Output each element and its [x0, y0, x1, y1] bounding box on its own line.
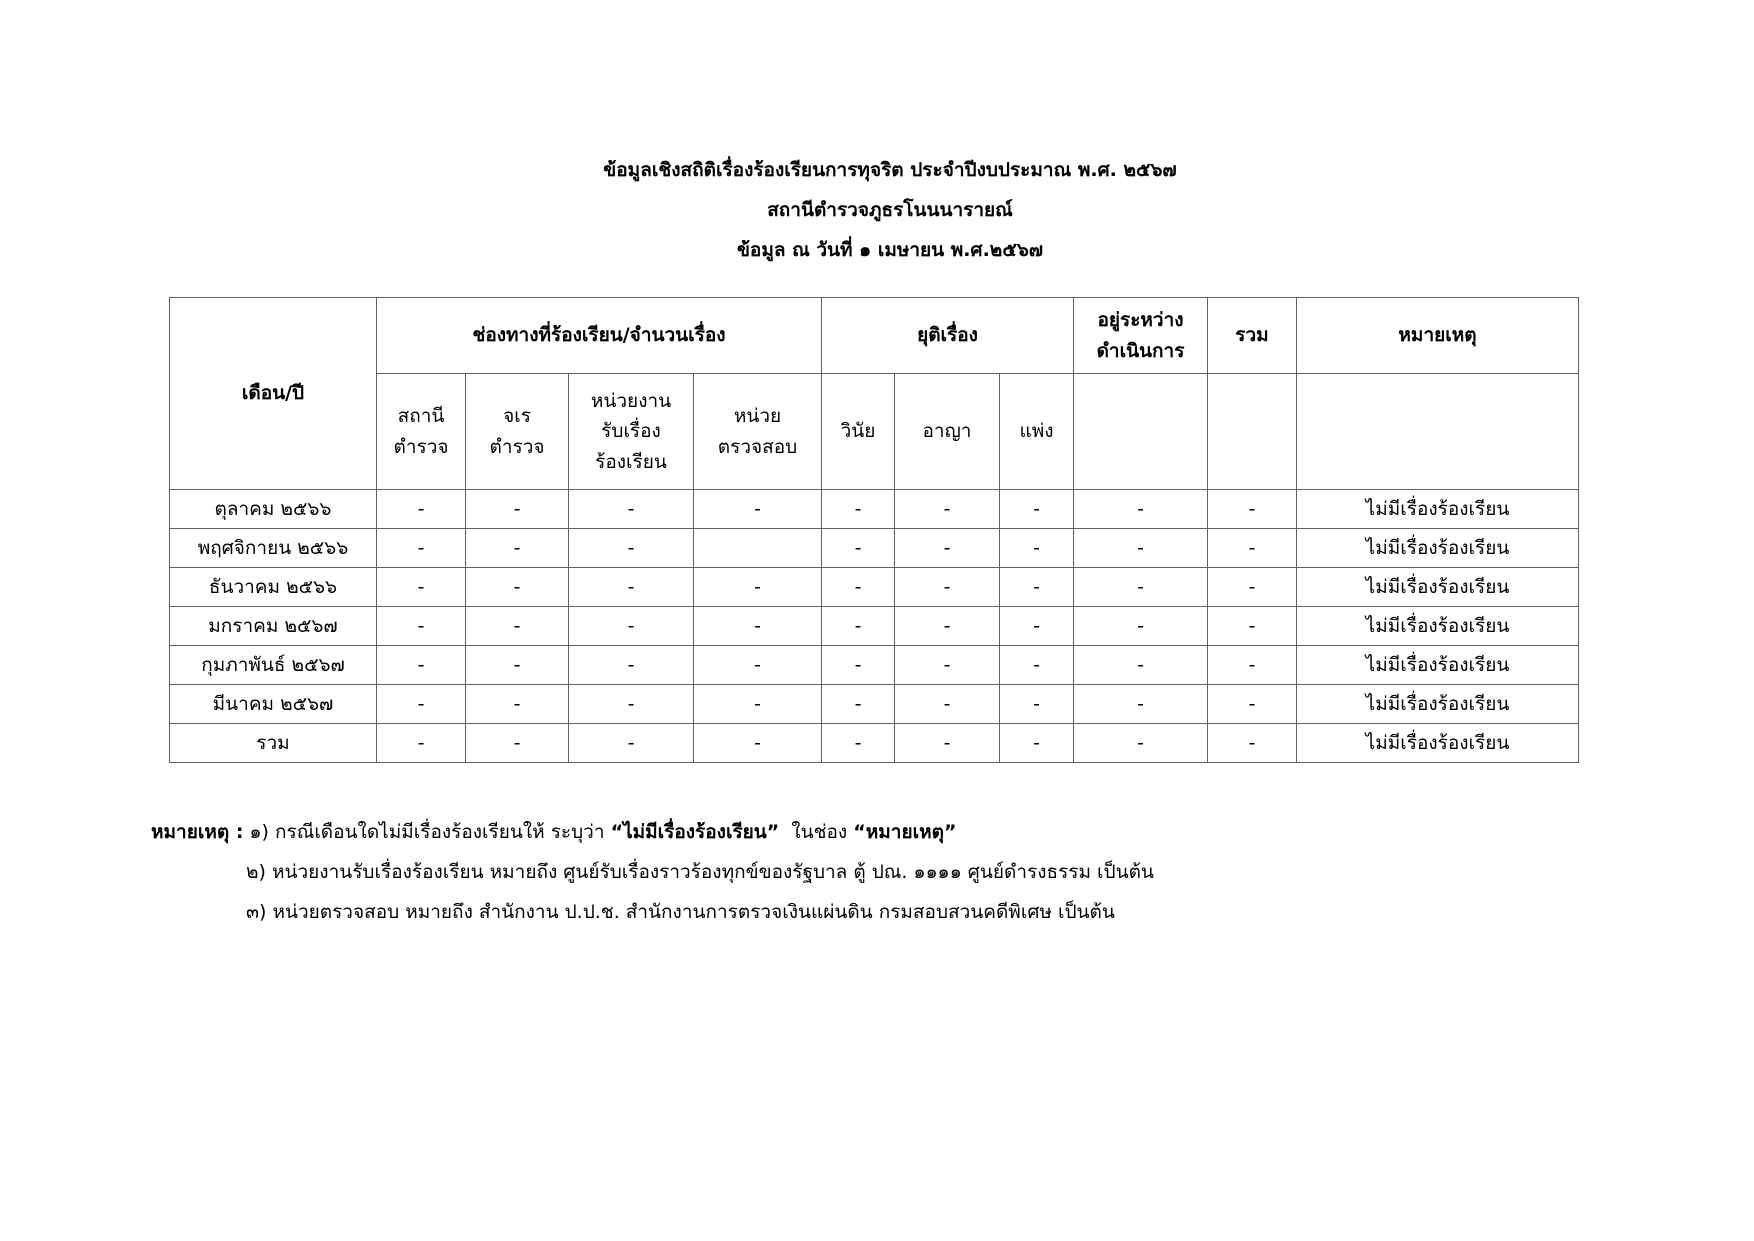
header-receiving-unit-line1: หน่วยงาน	[590, 389, 672, 412]
header-in-progress-line2: ดำเนินการ	[1096, 339, 1185, 362]
police-station-value: -	[377, 490, 466, 529]
notes-label: หมายเหตุ :	[151, 821, 244, 843]
inspection-unit-value: -	[694, 568, 822, 607]
header-discipline: วินัย	[822, 374, 895, 490]
header-inspection-unit	[694, 374, 822, 490]
note-line-2: ๒) หน่วยงานรับเรื่องร้องเรียน หมายถึง ศูนย์รับเรื่องราวร้องทุกข์ของรัฐบาล ตู้ ปณ. ๑๑๑๑ ศูนย์ดำรงธรรม เป็นต้น	[246, 861, 1154, 883]
header-police-station-line1: สถานี	[397, 405, 445, 428]
remark-value: ไม่มีเรื่องร้องเรียน	[1297, 568, 1579, 607]
month-cell: ธันวาคม ๒๕๖๖	[170, 568, 377, 607]
police-station-value: -	[377, 568, 466, 607]
inspection-unit-value: -	[694, 685, 822, 724]
total-value: -	[1208, 646, 1297, 685]
inspection-unit-value	[694, 529, 822, 568]
header-remark-empty	[1297, 374, 1579, 490]
header-in-progress-line1: อยู่ระหว่าง	[1097, 309, 1184, 332]
patrol-value: -	[466, 529, 569, 568]
header-row-1	[170, 298, 1579, 374]
patrol-value: -	[466, 490, 569, 529]
note-1-quote-no-complaint: “ไม่มีเรื่องร้องเรียน”	[610, 821, 780, 843]
discipline-value: -	[822, 529, 895, 568]
table-row	[170, 646, 1579, 685]
header-receiving-unit-line2: รับเรื่อง	[601, 420, 661, 443]
criminal-value: -	[895, 685, 1000, 724]
table-row	[170, 607, 1579, 646]
patrol-value: -	[466, 646, 569, 685]
remark-value: ไม่มีเรื่องร้องเรียน	[1297, 607, 1579, 646]
header-month-year: เดือน/ปี	[170, 298, 377, 490]
criminal-value: -	[895, 646, 1000, 685]
header-criminal: อาญา	[895, 374, 1000, 490]
month-cell: ตุลาคม ๒๕๖๖	[170, 490, 377, 529]
receiving-unit-value: -	[569, 607, 694, 646]
criminal-value: -	[895, 607, 1000, 646]
remark-value: ไม่มีเรื่องร้องเรียน	[1297, 685, 1579, 724]
notes-section	[151, 812, 1154, 932]
total-value: -	[1208, 568, 1297, 607]
remark-total: ไม่มีเรื่องร้องเรียน	[1297, 724, 1579, 763]
total-row	[170, 724, 1579, 763]
header-civil: แพ่ง	[1000, 374, 1074, 490]
in-progress-value: -	[1074, 568, 1208, 607]
total-value: -	[1208, 607, 1297, 646]
header-patrol-line1: จเร	[503, 405, 531, 428]
title-line-2: สถานีตำรวจภูธรโนนนารายณ์	[767, 199, 1013, 221]
in-progress-value: -	[1074, 490, 1208, 529]
total-row-label: รวม	[170, 724, 377, 763]
total-value: -	[1208, 529, 1297, 568]
police-station-value: -	[377, 607, 466, 646]
header-in-progress-empty	[1074, 374, 1208, 490]
total-value: -	[1208, 490, 1297, 529]
header-patrol	[466, 374, 569, 490]
receiving-unit-value: -	[569, 529, 694, 568]
inspection-unit-total: -	[694, 724, 822, 763]
criminal-value: -	[895, 568, 1000, 607]
civil-value: -	[1000, 685, 1074, 724]
civil-value: -	[1000, 529, 1074, 568]
header-police-station	[377, 374, 466, 490]
discipline-value: -	[822, 607, 895, 646]
in-progress-value: -	[1074, 646, 1208, 685]
inspection-unit-value: -	[694, 607, 822, 646]
inspection-unit-value: -	[694, 490, 822, 529]
patrol-value: -	[466, 607, 569, 646]
header-patrol-line2: ตำรวจ	[489, 435, 545, 458]
criminal-value: -	[895, 490, 1000, 529]
discipline-value: -	[822, 568, 895, 607]
civil-value: -	[1000, 607, 1074, 646]
in-progress-total: -	[1074, 724, 1208, 763]
header-police-station-line2: ตำรวจ	[393, 435, 449, 458]
civil-value: -	[1000, 646, 1074, 685]
receiving-unit-total: -	[569, 724, 694, 763]
police-station-value: -	[377, 685, 466, 724]
statistics-table	[169, 297, 1579, 763]
discipline-value: -	[822, 646, 895, 685]
table-row	[170, 490, 1579, 529]
discipline-value: -	[822, 685, 895, 724]
header-inspection-unit-line2: ตรวจสอบ	[717, 435, 798, 458]
remark-value: ไม่มีเรื่องร้องเรียน	[1297, 646, 1579, 685]
receiving-unit-value: -	[569, 646, 694, 685]
table-row	[170, 529, 1579, 568]
criminal-value: -	[895, 529, 1000, 568]
table-row	[170, 685, 1579, 724]
discipline-value: -	[822, 490, 895, 529]
header-total-empty	[1208, 374, 1297, 490]
table-row	[170, 568, 1579, 607]
receiving-unit-value: -	[569, 490, 694, 529]
police-station-value: -	[377, 529, 466, 568]
document-title	[0, 150, 1754, 270]
note-line-3: ๓) หน่วยตรวจสอบ หมายถึง สำนักงาน ป.ป.ช. สำนักงานการตรวจเงินแผ่นดิน กรมสอบสวนคดีพิเศษ เป็นต้น	[246, 901, 1115, 923]
month-cell: มีนาคม ๒๕๖๗	[170, 685, 377, 724]
header-receiving-unit-line3: ร้องเรียน	[595, 450, 667, 473]
grand-total: -	[1208, 724, 1297, 763]
header-terminated: ยุติเรื่อง	[822, 298, 1074, 374]
month-cell: พฤศจิกายน ๒๕๖๖	[170, 529, 377, 568]
remark-value: ไม่มีเรื่องร้องเรียน	[1297, 529, 1579, 568]
month-cell: มกราคม ๒๕๖๗	[170, 607, 377, 646]
total-value: -	[1208, 685, 1297, 724]
criminal-total: -	[895, 724, 1000, 763]
month-cell: กุมภาพันธ์ ๒๕๖๗	[170, 646, 377, 685]
in-progress-value: -	[1074, 529, 1208, 568]
civil-value: -	[1000, 490, 1074, 529]
header-inspection-unit-line1: หน่วย	[733, 405, 782, 428]
header-remark: หมายเหตุ	[1297, 298, 1579, 374]
in-progress-value: -	[1074, 607, 1208, 646]
police-station-total: -	[377, 724, 466, 763]
note-line-1	[151, 812, 1154, 852]
discipline-total: -	[822, 724, 895, 763]
note-1-quote-remark: “หมายเหตุ”	[853, 821, 957, 843]
receiving-unit-value: -	[569, 685, 694, 724]
title-line-3: ข้อมูล ณ วันที่ ๑ เมษายน พ.ศ.๒๕๖๗	[736, 239, 1044, 261]
in-progress-value: -	[1074, 685, 1208, 724]
police-station-value: -	[377, 646, 466, 685]
title-line-1: ข้อมูลเชิงสถิติเรื่องร้องเรียนการทุจริต ประจำปีงบประมาณ พ.ศ. ๒๕๖๗	[603, 159, 1177, 181]
patrol-total: -	[466, 724, 569, 763]
civil-value: -	[1000, 568, 1074, 607]
civil-total: -	[1000, 724, 1074, 763]
patrol-value: -	[466, 685, 569, 724]
header-row-2	[170, 374, 1579, 490]
inspection-unit-value: -	[694, 646, 822, 685]
header-total: รวม	[1208, 298, 1297, 374]
note-1-text: ๑) กรณีเดือนใดไม่มีเรื่องร้องเรียนให้ ระบุว่า	[249, 821, 605, 843]
header-receiving-unit	[569, 374, 694, 490]
header-in-progress	[1074, 298, 1208, 374]
receiving-unit-value: -	[569, 568, 694, 607]
patrol-value: -	[466, 568, 569, 607]
note-1-in-column: ในช่อง	[791, 821, 848, 843]
remark-value: ไม่มีเรื่องร้องเรียน	[1297, 490, 1579, 529]
header-channels: ช่องทางที่ร้องเรียน/จำนวนเรื่อง	[377, 298, 822, 374]
